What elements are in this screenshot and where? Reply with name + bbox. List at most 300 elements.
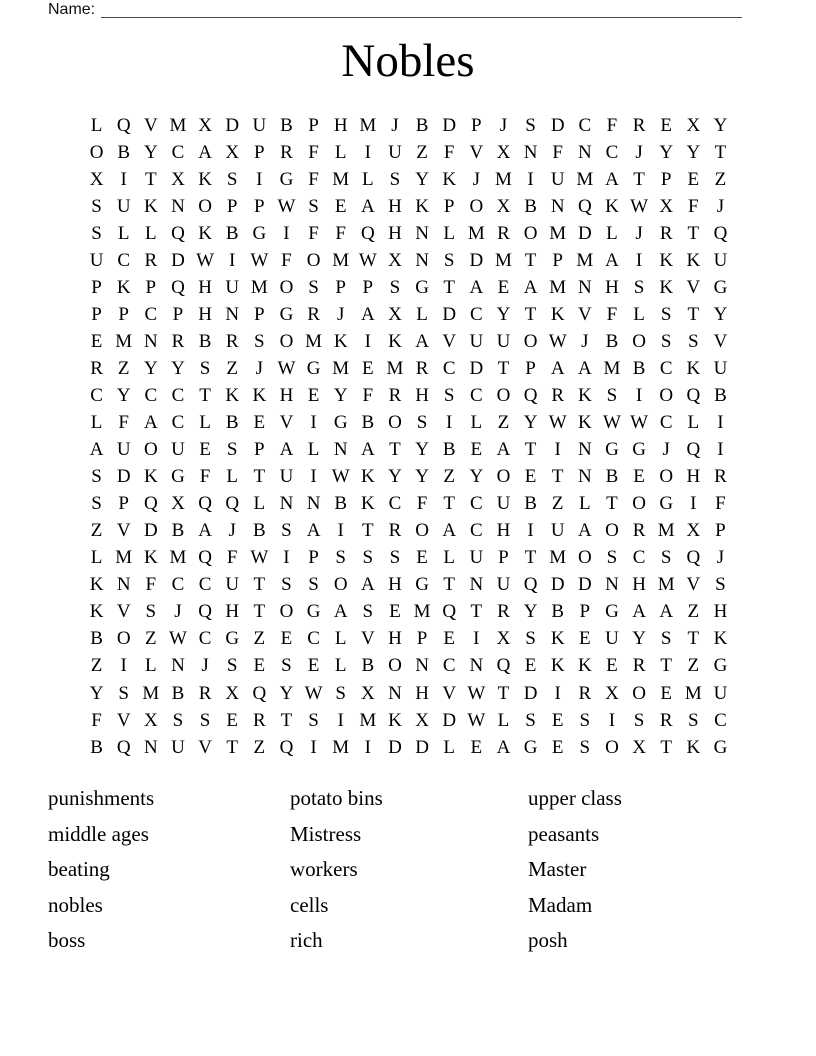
grid-cell-letter: N — [550, 195, 565, 217]
word-search-grid — [83, 112, 734, 761]
grid-cell-letter: L — [470, 412, 483, 434]
grid-cell-letter: Q — [116, 736, 131, 758]
grid-cell-letter: C — [171, 384, 185, 406]
grid-cell-letter: M — [467, 222, 485, 244]
grid-cell-letter: M — [332, 357, 350, 379]
grid-row — [83, 410, 734, 437]
grid-cell-letter: P — [254, 195, 265, 217]
grid-cell-letter: K — [442, 168, 457, 190]
grid-cell-letter: J — [174, 601, 182, 623]
grid-cell-letter: K — [550, 303, 565, 325]
grid-cell-letter: B — [361, 655, 375, 677]
grid-cell-letter: E — [362, 357, 374, 379]
name-row — [48, 1, 742, 18]
grid-cell-letter: K — [415, 195, 429, 217]
grid-cell-letter: P — [443, 195, 455, 217]
grid-cell-letter: B — [415, 114, 429, 136]
grid-cell-letter: R — [198, 682, 212, 704]
grid-cell-letter: C — [659, 412, 673, 434]
grid-cell-letter: U — [605, 628, 619, 650]
grid-cell-letter: B — [90, 628, 103, 650]
grid-cell-letter: Z — [443, 466, 455, 488]
grid-cell-letter: Y — [388, 466, 402, 488]
grid-cell-letter: Y — [523, 412, 538, 434]
grid-cell-letter: I — [473, 628, 480, 650]
word-list-item: posh — [528, 928, 568, 953]
grid-cell-letter: H — [496, 520, 511, 542]
grid-cell-letter: K — [360, 466, 375, 488]
grid-cell-letter: O — [523, 222, 538, 244]
grid-cell-letter: N — [605, 574, 619, 596]
grid-cell-letter: T — [714, 141, 727, 163]
grid-cell-letter: E — [226, 709, 238, 731]
grid-cell-letter: I — [364, 736, 371, 758]
grid-cell-letter: C — [605, 141, 619, 163]
grid-cell-letter: Q — [198, 601, 212, 623]
grid-cell-letter: R — [415, 357, 429, 379]
grid-cell-letter: E — [660, 682, 672, 704]
grid-cell-letter: A — [496, 439, 511, 461]
grid-cell-letter: S — [362, 601, 374, 623]
grid-cell-letter: X — [171, 493, 185, 515]
grid-cell-letter: S — [688, 709, 699, 731]
grid-cell-letter: B — [171, 520, 185, 542]
grid-cell-letter: B — [605, 330, 619, 352]
grid-cell-letter: K — [198, 222, 212, 244]
grid-cell-letter: C — [307, 628, 320, 650]
grid-cell-letter: K — [686, 736, 701, 758]
grid-cell-letter: R — [497, 222, 510, 244]
grid-cell-letter: T — [199, 384, 211, 406]
grid-cell-letter: S — [91, 195, 102, 217]
grid-cell-letter: Q — [279, 736, 294, 758]
grid-cell-letter: L — [90, 114, 103, 136]
grid-cell-letter: X — [659, 195, 674, 217]
grid-cell-letter: T — [443, 574, 455, 596]
grid-cell-letter: I — [337, 520, 344, 542]
grid-cell-letter: I — [527, 520, 534, 542]
grid-cell-letter: P — [525, 357, 536, 379]
grid-cell-letter: Y — [713, 114, 728, 136]
grid-cell-letter: O — [388, 412, 402, 434]
grid-cell-letter: L — [117, 222, 130, 244]
grid-cell-letter: T — [145, 168, 157, 190]
grid-cell-letter: L — [199, 412, 211, 434]
grid-cell-letter: B — [714, 384, 727, 406]
grid-cell-letter: T — [524, 547, 537, 569]
grid-cell-letter: N — [415, 655, 429, 677]
grid-cell-letter: M — [494, 249, 512, 271]
grid-cell-letter: L — [687, 412, 700, 434]
grid-row — [83, 274, 734, 301]
grid-cell-letter: E — [334, 195, 347, 217]
grid-cell-letter: R — [90, 357, 103, 379]
grid-cell-letter: X — [89, 168, 104, 190]
grid-cell-letter: O — [143, 439, 158, 461]
grid-cell-letter: I — [310, 412, 317, 434]
grid-cell-letter: Y — [469, 466, 484, 488]
grid-cell-letter: X — [388, 249, 402, 271]
grid-cell-letter: A — [360, 303, 375, 325]
grid-cell-letter: D — [116, 466, 131, 488]
grid-cell-letter: C — [469, 520, 483, 542]
grid-row — [83, 247, 734, 274]
grid-cell-letter: S — [660, 303, 672, 325]
grid-cell-letter: E — [633, 466, 645, 488]
grid-cell-letter: M — [386, 357, 404, 379]
grid-cell-letter: C — [578, 114, 592, 136]
grid-cell-letter: S — [118, 682, 129, 704]
grid-cell-letter: S — [389, 168, 401, 190]
grid-cell-letter: I — [364, 330, 371, 352]
grid-cell-letter: U — [171, 736, 185, 758]
grid-cell-letter: O — [496, 466, 511, 488]
grid-cell-letter: I — [554, 439, 561, 461]
grid-cell-letter: Q — [686, 384, 701, 406]
grid-cell-letter: X — [496, 628, 511, 650]
grid-cell-letter: M — [549, 222, 567, 244]
grid-row — [83, 220, 734, 247]
grid-cell-letter: Q — [523, 384, 538, 406]
grid-cell-letter: T — [633, 168, 645, 190]
grid-cell-letter: E — [443, 628, 455, 650]
grid-cell-letter: M — [603, 357, 621, 379]
grid-cell-letter: S — [226, 439, 238, 461]
grid-cell-letter: M — [115, 330, 133, 352]
grid-cell-letter: N — [143, 736, 158, 758]
grid-cell-letter: N — [143, 330, 158, 352]
grid-cell-letter: C — [117, 249, 131, 271]
grid-cell-letter: D — [415, 736, 429, 758]
grid-row — [83, 545, 734, 572]
grid-cell-letter: U — [171, 439, 185, 461]
grid-cell-letter: U — [713, 249, 728, 271]
grid-cell-letter: X — [198, 114, 212, 136]
grid-cell-letter: G — [306, 601, 321, 623]
grid-cell-letter: J — [635, 141, 643, 163]
grid-cell-letter: P — [416, 628, 428, 650]
grid-cell-letter: O — [279, 330, 294, 352]
grid-cell-letter: I — [717, 412, 724, 434]
grid-cell-letter: Q — [198, 493, 212, 515]
grid-cell-letter: B — [605, 466, 619, 488]
grid-cell-letter: U — [496, 330, 511, 352]
grid-cell-letter: L — [443, 547, 455, 569]
grid-cell-letter: D — [442, 709, 457, 731]
grid-cell-letter: C — [90, 384, 103, 406]
grid-cell-letter: K — [605, 195, 619, 217]
grid-cell-letter: P — [118, 303, 129, 325]
grid-cell-letter: H — [415, 384, 429, 406]
grid-row — [83, 112, 734, 139]
grid-cell-letter: G — [171, 466, 185, 488]
grid-cell-letter: S — [199, 357, 211, 379]
grid-cell-letter: G — [252, 222, 267, 244]
grid-cell-letter: S — [91, 466, 102, 488]
grid-cell-letter: Z — [714, 168, 727, 190]
grid-cell-letter: Q — [577, 195, 592, 217]
grid-cell-letter: K — [143, 466, 158, 488]
grid-cell-letter: O — [306, 249, 321, 271]
grid-cell-letter: S — [308, 195, 319, 217]
grid-cell-letter: Y — [659, 141, 674, 163]
grid-cell-letter: W — [358, 249, 377, 271]
grid-cell-letter: E — [579, 628, 591, 650]
grid-cell-letter: C — [198, 574, 212, 596]
grid-cell-letter: P — [471, 114, 482, 136]
grid-cell-letter: G — [713, 655, 728, 677]
grid-cell-letter: A — [89, 439, 104, 461]
grid-row — [83, 572, 734, 599]
grid-cell-letter: M — [549, 276, 567, 298]
grid-cell-letter: Z — [551, 493, 564, 515]
grid-cell-letter: B — [225, 412, 239, 434]
grid-cell-letter: U — [496, 574, 511, 596]
grid-cell-letter: E — [497, 276, 510, 298]
grid-cell-letter: Q — [360, 222, 375, 244]
grid-cell-letter: I — [310, 736, 317, 758]
grid-cell-letter: S — [91, 493, 102, 515]
grid-cell-letter: T — [660, 655, 672, 677]
grid-cell-letter: O — [279, 601, 294, 623]
grid-cell-letter: B — [524, 195, 537, 217]
grid-cell-letter: B — [361, 412, 375, 434]
grid-cell-letter: J — [662, 439, 670, 461]
grid-cell-letter: N — [577, 466, 592, 488]
grid-cell-letter: S — [308, 709, 319, 731]
grid-cell-letter: R — [632, 520, 646, 542]
grid-cell-letter: P — [579, 601, 591, 623]
grid-cell-letter: X — [225, 141, 240, 163]
grid-cell-letter: T — [687, 222, 700, 244]
grid-cell-letter: V — [686, 574, 701, 596]
grid-cell-letter: A — [523, 276, 538, 298]
grid-cell-letter: S — [606, 384, 618, 406]
grid-cell-letter: S — [416, 412, 428, 434]
grid-cell-letter: P — [91, 303, 102, 325]
grid-cell-letter: E — [307, 384, 320, 406]
grid-cell-letter: A — [469, 276, 484, 298]
grid-cell-letter: X — [415, 709, 429, 731]
grid-cell-letter: I — [120, 655, 127, 677]
grid-cell-letter: P — [254, 303, 265, 325]
grid-cell-letter: K — [659, 249, 674, 271]
grid-cell-letter: A — [577, 357, 592, 379]
word-list-item: punishments — [48, 786, 155, 810]
grid-cell-letter: P — [308, 114, 319, 136]
grid-cell-letter: S — [579, 709, 591, 731]
grid-cell-letter: W — [331, 466, 350, 488]
grid-cell-letter: E — [90, 330, 103, 352]
grid-cell-letter: C — [442, 655, 456, 677]
grid-cell-letter: P — [498, 547, 509, 569]
grid-cell-letter: U — [225, 574, 240, 596]
grid-cell-letter: T — [389, 439, 401, 461]
grid-cell-letter: W — [168, 628, 187, 650]
grid-cell-letter: E — [551, 736, 564, 758]
grid-row — [83, 328, 734, 355]
grid-cell-letter: H — [632, 574, 646, 596]
grid-cell-letter: Q — [171, 276, 185, 298]
grid-cell-letter: N — [388, 682, 402, 704]
grid-cell-letter: F — [226, 547, 238, 569]
grid-cell-letter: T — [280, 709, 293, 731]
grid-cell-letter: H — [415, 682, 429, 704]
grid-cell-letter: B — [524, 493, 537, 515]
grid-cell-letter: Y — [171, 357, 185, 379]
grid-cell-letter: Q — [225, 493, 240, 515]
grid-cell-letter: I — [283, 547, 290, 569]
grid-cell-letter: B — [280, 114, 293, 136]
grid-row — [83, 599, 734, 626]
grid-cell-letter: V — [360, 628, 375, 650]
grid-cell-letter: D — [442, 114, 457, 136]
grid-cell-letter: I — [635, 384, 643, 406]
grid-cell-letter: R — [659, 222, 673, 244]
grid-cell-letter: K — [388, 330, 402, 352]
grid-cell-letter: K — [550, 655, 565, 677]
grid-cell-letter: C — [469, 384, 483, 406]
grid-cell-letter: A — [550, 357, 565, 379]
grid-cell-letter: L — [362, 168, 374, 190]
grid-cell-letter: P — [254, 141, 265, 163]
grid-cell-letter: O — [496, 384, 511, 406]
grid-cell-letter: L — [633, 303, 645, 325]
grid-cell-letter: K — [659, 276, 674, 298]
grid-cell-letter: B — [117, 141, 131, 163]
grid-cell-letter: Y — [415, 466, 429, 488]
grid-cell-letter: X — [225, 682, 240, 704]
grid-cell-letter: J — [336, 303, 345, 325]
grid-cell-letter: M — [576, 168, 594, 190]
grid-cell-letter: W — [467, 709, 486, 731]
grid-cell-letter: Z — [226, 357, 238, 379]
grid-cell-letter: S — [335, 547, 346, 569]
grid-cell-letter: J — [581, 330, 589, 352]
grid-cell-letter: X — [143, 709, 158, 731]
grid-cell-letter: A — [415, 330, 429, 352]
grid-cell-letter: F — [552, 141, 563, 163]
word-list-column-3 — [528, 781, 622, 959]
grid-cell-letter: H — [388, 574, 402, 596]
grid-cell-letter: W — [548, 412, 567, 434]
grid-cell-letter: O — [469, 195, 484, 217]
grid-cell-letter: T — [524, 439, 537, 461]
grid-cell-letter: J — [472, 168, 481, 190]
grid-cell-letter: D — [577, 222, 592, 244]
grid-cell-letter: K — [713, 628, 728, 650]
grid-row — [83, 653, 734, 680]
grid-cell-letter: G — [225, 628, 240, 650]
grid-cell-letter: Q — [686, 439, 701, 461]
grid-cell-letter: E — [253, 412, 266, 434]
grid-cell-letter: V — [442, 330, 457, 352]
grid-cell-letter: X — [686, 114, 701, 136]
grid-cell-letter: P — [118, 493, 129, 515]
grid-cell-letter: O — [577, 547, 592, 569]
word-list-item: rich — [290, 928, 323, 953]
grid-row — [83, 139, 734, 166]
grid-cell-letter: T — [551, 466, 564, 488]
grid-cell-letter: W — [548, 330, 567, 352]
grid-cell-letter: N — [171, 195, 185, 217]
grid-cell-letter: L — [253, 493, 266, 515]
grid-cell-letter: T — [687, 628, 700, 650]
grid-cell-letter: R — [252, 709, 266, 731]
grid-cell-letter: A — [143, 412, 158, 434]
grid-row — [83, 437, 734, 464]
grid-cell-letter: Q — [496, 655, 511, 677]
grid-cell-letter: G — [279, 303, 294, 325]
grid-cell-letter: T — [443, 493, 455, 515]
grid-cell-letter: S — [145, 601, 157, 623]
grid-cell-letter: N — [523, 141, 538, 163]
grid-cell-letter: N — [306, 493, 321, 515]
grid-cell-letter: K — [333, 330, 348, 352]
grid-cell-letter: U — [89, 249, 104, 271]
grid-cell-letter: K — [550, 628, 565, 650]
grid-cell-letter: X — [605, 682, 619, 704]
grid-cell-letter: A — [577, 520, 592, 542]
grid-cell-letter: R — [659, 709, 673, 731]
word-list-column-1 — [48, 781, 154, 959]
grid-cell-letter: V — [116, 709, 131, 731]
grid-cell-letter: L — [226, 466, 238, 488]
grid-cell-letter: M — [413, 601, 431, 623]
word-list-item: cells — [290, 892, 329, 917]
grid-cell-letter: U — [116, 439, 131, 461]
grid-cell-letter: V — [143, 114, 158, 136]
grid-cell-letter: F — [91, 709, 102, 731]
grid-cell-letter: K — [89, 574, 104, 596]
grid-cell-letter: M — [657, 574, 675, 596]
grid-cell-letter: G — [713, 736, 728, 758]
grid-cell-letter: F — [118, 412, 129, 434]
grid-cell-letter: Q — [686, 547, 701, 569]
grid-cell-letter: P — [660, 168, 672, 190]
grid-cell-letter: T — [253, 574, 266, 596]
grid-cell-letter: T — [524, 303, 537, 325]
grid-cell-letter: A — [360, 574, 375, 596]
grid-cell-letter: M — [657, 520, 675, 542]
grid-cell-letter: Y — [89, 682, 104, 704]
grid-cell-letter: Y — [143, 357, 158, 379]
grid-cell-letter: G — [415, 276, 429, 298]
word-list — [0, 781, 816, 966]
grid-cell-letter: S — [660, 330, 672, 352]
grid-cell-letter: E — [687, 168, 700, 190]
grid-cell-letter: S — [226, 168, 238, 190]
grid-cell-letter: N — [469, 574, 484, 596]
grid-cell-letter: S — [254, 330, 265, 352]
grid-cell-letter: L — [145, 222, 157, 244]
grid-cell-letter: T — [443, 276, 455, 298]
grid-cell-letter: W — [630, 195, 649, 217]
grid-cell-letter: K — [252, 384, 267, 406]
grid-cell-letter: H — [686, 466, 701, 488]
grid-cell-letter: I — [527, 168, 534, 190]
grid-cell-letter: T — [660, 736, 672, 758]
word-list-item: middle ages — [48, 821, 149, 846]
grid-cell-letter: D — [388, 736, 402, 758]
grid-cell-letter: Y — [279, 682, 294, 704]
grid-cell-letter: G — [632, 439, 646, 461]
grid-cell-letter: T — [687, 303, 700, 325]
grid-cell-letter: F — [606, 303, 618, 325]
grid-cell-letter: S — [281, 520, 292, 542]
grid-cell-letter: C — [198, 628, 212, 650]
grid-cell-letter: O — [659, 466, 674, 488]
